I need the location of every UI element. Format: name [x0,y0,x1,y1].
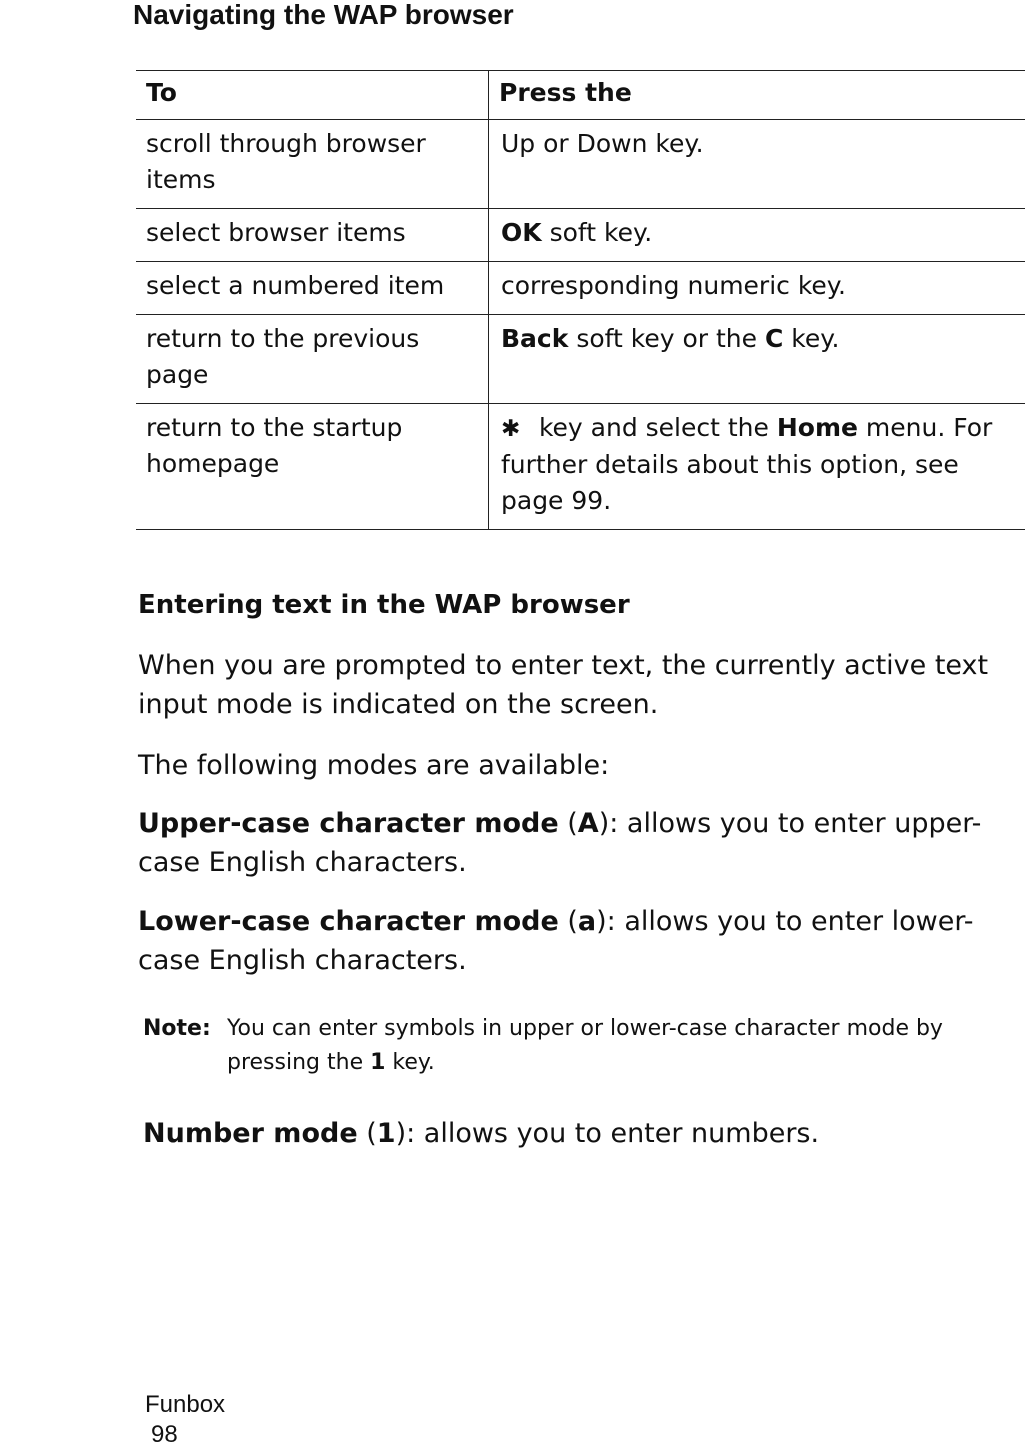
page-title: Navigating the WAP browser [133,0,514,30]
table-row [136,120,1025,209]
section-title: Entering text in the WAP browser [138,590,630,620]
page-footer [145,1390,225,1450]
row-task: scroll through browser items [136,120,489,209]
paren: ( [558,808,578,839]
c-key-label: C [764,324,784,353]
mode-name: Upper-case character mode [138,808,559,839]
number-mode [143,1114,1013,1153]
action-text: soft key or the [568,324,765,353]
mode-name: Number mode [143,1118,358,1149]
lower-case-mode [138,902,1008,980]
modes-intro: The following modes are available: [138,750,610,781]
mode-key: A [577,808,599,839]
star-key-icon: ✱ [501,416,521,442]
intro-paragraph: When you are prompted to enter text, the currently active text input mode is indicated on the screen. [138,650,989,720]
mode-key: 1 [376,1118,396,1149]
navigation-table [136,70,1025,530]
row-action [489,120,1026,209]
action-text: key and select the [531,413,777,442]
header-to: To [136,71,489,120]
row-task: return to the previous page [136,315,489,404]
action-text-end: key. [783,324,840,353]
note-text-start: You can enter symbols in upper or lower-case character mode by pressing the [227,1016,943,1075]
upper-case-mode [138,804,1008,882]
row-task: select a numbered item [136,262,489,315]
row-action [489,315,1026,404]
action-text: soft key. [541,218,653,247]
row-action [489,262,1026,315]
row-action [489,404,1026,530]
mode-description: ): allows you to enter lower-case English characters. [138,906,974,976]
mode-description: ): allows you to enter numbers. [395,1118,820,1149]
row-action [489,209,1026,262]
mode-name: Lower-case character mode [138,906,559,937]
table-row [136,315,1025,404]
row-task: select browser items [136,209,489,262]
mode-key: a [577,906,597,937]
mode-description: ): allows you to enter upper-case English characters. [138,808,982,878]
note-label: Note: [143,1016,211,1041]
table-row [136,209,1025,262]
page-number: 98 [151,1421,178,1448]
table-header-row [136,71,1025,120]
action-text: Up or Down key. [501,129,704,158]
back-key-label: Back [501,324,569,353]
footer-section: Funbox [145,1391,226,1418]
table-row [136,262,1025,315]
note-text-end: key. [385,1050,435,1075]
action-text-end: menu. For further details about this option, see page 99. [501,413,993,515]
paren: ( [558,906,578,937]
note-key: 1 [370,1050,386,1075]
note-text [227,1012,1023,1080]
action-text: corresponding numeric key. [501,271,846,300]
home-menu-label: Home [776,413,858,442]
row-task: return to the startup homepage [136,404,489,530]
note-block [143,1012,1023,1080]
ok-key-label: OK [501,218,542,247]
paren: ( [357,1118,377,1149]
header-press-the: Press the [489,71,1026,120]
table-row [136,404,1025,530]
